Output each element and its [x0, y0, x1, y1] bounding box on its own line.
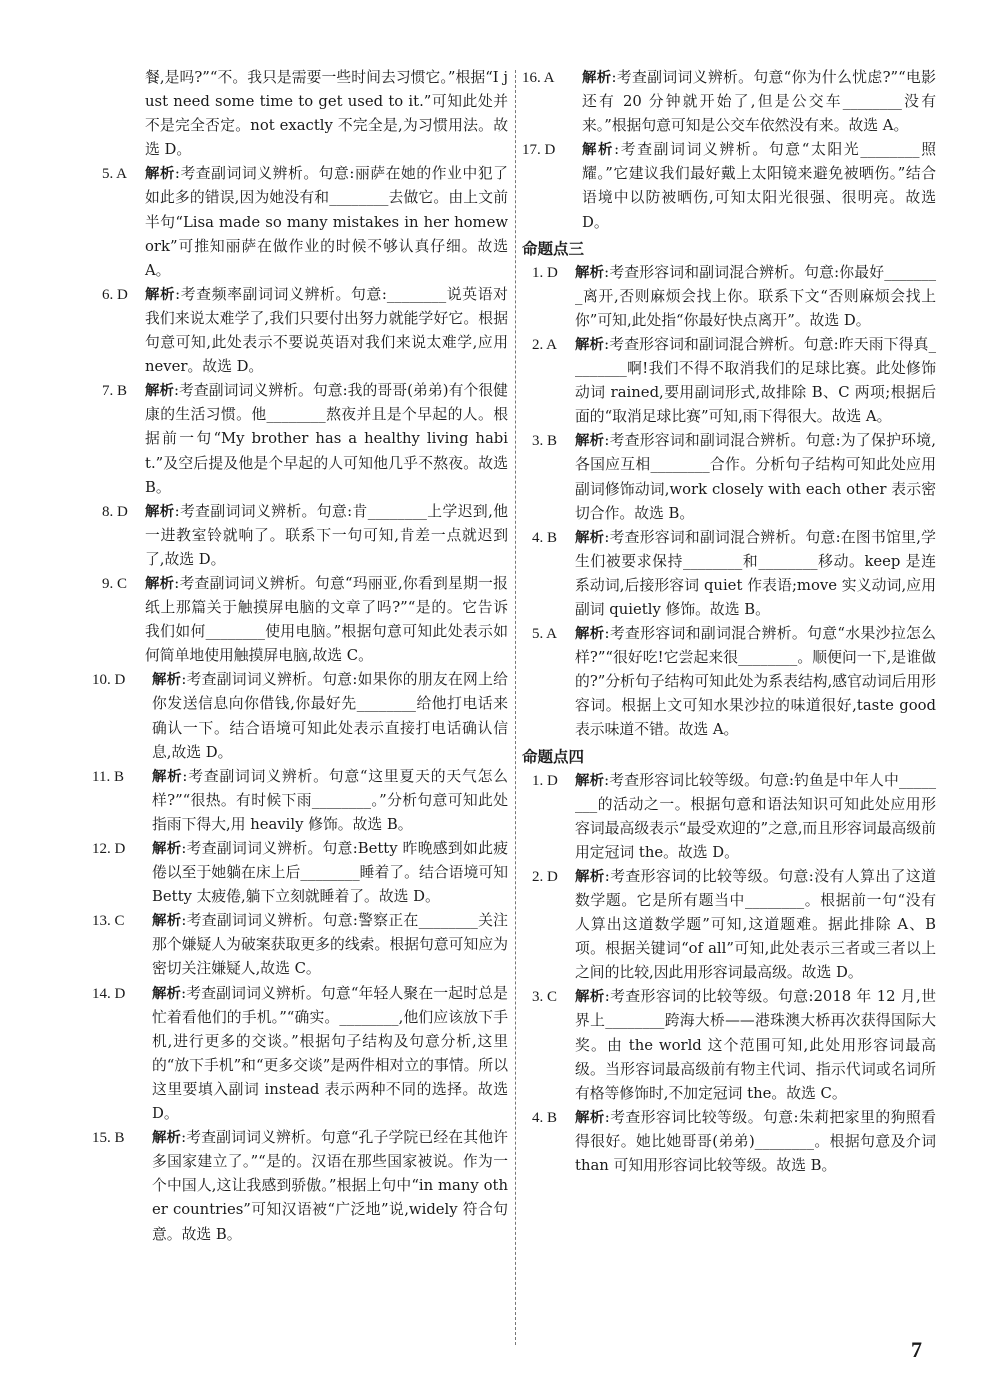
left-column — [92, 66, 508, 1247]
answer-number: 4. B — [532, 529, 558, 546]
answer-explanation: :考查形容词比较等级。句意:朱莉把家里的狗照看得很好。她比她哥哥(弟弟)________。根据句意及介词 than 可知用形容词比较等级。故选 B。 — [575, 1108, 936, 1175]
answer-explanation: :考查形容词和副词混合辨析。句意“水果沙拉怎么样?”“很好吃!它尝起来很________。顺便问一下,是谁做的?”分析句子结构可知此处为系表结构,感官动词后用形容词。根据上文可知水果沙拉的味道很好,taste good 表示味道不错。故选 A。 — [575, 625, 936, 739]
answer-item — [522, 261, 936, 333]
answer-number: 8. D — [102, 503, 128, 520]
answer-explanation: :考查副词词义辨析。句意“太阳光________照耀。”它建议我们最好戴上太阳镜来避免被晒伤。”结合语境中以防被晒伤,可知太阳光很强、很明亮。故选 D。 — [582, 141, 936, 231]
answer-explanation: 餐,是吗?”“不。我只是需要一些时间去习惯它。”根据“I just need some time to get used to it.”可知此处并不是完全否定。not exactly 不完全是,为习惯用法。故选 D。 — [145, 69, 508, 159]
analysis-label: 解析 — [575, 989, 605, 1006]
answer-explanation: :考查形容词和副词混合辨析。句意:在图书馆里,学生们被要求保持________和________移动。keep 是连系动词,后接形容词 quiet 作表语;move 实义动词,应用副词 quietly 修饰。故选 B。 — [575, 528, 936, 618]
answer-explanation: :考查形容词和副词混合辨析。句意:为了保护环境,各国应互相________合作。分析句子结构可知此处应用副词修饰动词,work closely with each other 表示密切合作。故选 B。 — [575, 432, 936, 522]
answer-item — [522, 769, 936, 865]
answer-number: 13. C — [92, 913, 125, 930]
answer-explanation: :考查副词词义辨析。句意“你为什么忧虑?”“电影还有 20 分钟就开始了,但是公交车________没有来。”根据句意可知是公交车依然没有来。故选 A。 — [582, 69, 936, 135]
analysis-label: 解析 — [145, 166, 175, 183]
answer-item — [522, 138, 936, 234]
section-title: 命题点三 — [522, 239, 585, 258]
answer-item — [522, 622, 936, 742]
answer-explanation: :考查副词词义辨析。句意:我的哥哥(弟弟)有个很健康的生活习惯。他________熬夜并且是个早起的人。根据前一句“My brother has a healthy living habit.”及空后提及他是个早起的人可知他几乎不熬夜。故选 B。 — [145, 382, 508, 496]
answer-item — [522, 333, 936, 429]
answer-item — [92, 572, 508, 668]
column-divider — [515, 70, 516, 1345]
right-column — [522, 66, 936, 1178]
answer-explanation: :考查副词词义辨析。句意“玛丽亚,你看到星期一报纸上那篇关于触摸屏电脑的文章了吗?”“是的。它告诉我们如何________使用电脑。”根据句意可知此处表示如何简单地使用触摸屏电脑,故选 C。 — [145, 574, 508, 665]
answer-explanation: :考查副词词义辨析。句意:警察正在________关注那个嫌疑人为破案获取更多的线索。根据句意可知应为密切关注嫌疑人,故选 C。 — [152, 912, 508, 978]
analysis-label: 解析 — [575, 772, 605, 789]
answer-explanation: :考查副词词义辨析。句意:如果你的朋友在网上给你发送信息向你借钱,你最好先________给他打电话来确认一下。结合语境可知此处表示直接打电话确认信息,故选 D。 — [152, 671, 508, 761]
answer-number: 16. A — [522, 70, 555, 86]
answer-number: 2. A — [532, 336, 558, 353]
answer-explanation: :考查形容词的比较等级。句意:没有人算出了这道数学题。它是所有题当中________。根据前一句“没有人算出这道数学题”可知,这道题难。据此排除 A、B 项。根据关键词“of all”可知,此处表示三者或三者以上之间的比较,因此用形容词最高级。故选 D。 — [575, 867, 936, 982]
answer-number: 3. B — [532, 433, 558, 450]
answer-item — [92, 837, 508, 909]
page-number: 7 — [911, 1337, 922, 1362]
analysis-label: 解析 — [575, 868, 605, 885]
answer-number: 15. B — [92, 1130, 125, 1147]
answer-item — [522, 985, 936, 1105]
answer-number: 11. B — [92, 768, 124, 785]
answer-item — [522, 526, 936, 622]
analysis-label: 解析 — [152, 913, 182, 930]
answer-number: 5. A — [102, 166, 128, 183]
analysis-label: 解析 — [152, 1130, 182, 1147]
answer-number: 5. A — [532, 626, 558, 643]
answer-number: 6. D — [102, 286, 128, 303]
analysis-label: 解析 — [152, 672, 182, 689]
analysis-label: 解析 — [152, 985, 182, 1002]
analysis-label: 解析 — [575, 1109, 605, 1126]
answer-item — [92, 909, 508, 981]
answer-explanation: :考查形容词的比较等级。句意:2018 年 12 月,世界上________跨海大桥——港珠澳大桥再次获得国际大奖。由 the world 这个范围可知,此处用形容词最高级。当形容词最高级前有物主代词、指示代词或名词所有格等修饰时,不加定冠词 the。故选 C。 — [575, 988, 936, 1102]
answer-item — [92, 765, 508, 837]
answer-explanation: :考查副词词义辨析。句意“这里夏天的天气怎么样?”“很热。有时候下雨________。”分析句意可知此处指雨下得大,用 heavily 修饰。故选 B。 — [152, 767, 508, 833]
answer-number: 3. C — [532, 989, 558, 1006]
answer-number: 1. D — [532, 264, 558, 281]
answer-explanation: :考查副词词义辨析。句意:肯________上学迟到,他一进教室铃就响了。联系下一句可知,肯差一点就迟到了,故选 D。 — [145, 502, 508, 568]
analysis-label: 解析 — [582, 70, 612, 86]
answer-number: 14. D — [92, 985, 126, 1002]
analysis-label: 解析 — [575, 336, 605, 353]
answer-item — [92, 668, 508, 764]
answer-item — [92, 379, 508, 499]
answer-number: 1. D — [532, 772, 558, 789]
analysis-label: 解析 — [575, 626, 605, 643]
answer-item — [92, 982, 508, 1127]
analysis-label: 解析 — [575, 264, 605, 281]
answer-item — [522, 66, 936, 138]
analysis-label: 解析 — [582, 142, 615, 159]
answer-number: 10. D — [92, 672, 126, 689]
analysis-label: 解析 — [152, 768, 183, 785]
answer-explanation: :考查形容词和副词混合辨析。句意:昨天雨下得真________啊!我们不得不取消我们的足球比赛。此处修饰动词 rained,要用副词形式,故排除 B、C 两项;根据后面的“取消足球比赛”可知,雨下得很大。故选 A。 — [575, 335, 936, 426]
analysis-label: 解析 — [145, 575, 175, 592]
answer-explanation: :考查副词词义辨析。句意“年轻人聚在一起时总是忙着看他们的手机。”“确实。________,他们应该放下手机,进行更多的交谈。”根据句子结构及句意分析,这里的“放下手机”和“更多交谈”是两件相对立的事情。所以这里要填入副词 instead 表示两种不同的选择。故选 D。 — [152, 984, 508, 1123]
answer-number: 2. D — [532, 868, 558, 885]
answer-explanation: :考查副词词义辨析。句意:丽萨在她的作业中犯了如此多的错误,因为她没有和________去做它。由上文前半句“Lisa made so many mistakes in her homework”可推知丽萨在做作业的时候不够认真仔细。故选 A。 — [145, 165, 508, 279]
analysis-label: 解析 — [152, 841, 182, 857]
analysis-label: 解析 — [145, 286, 176, 303]
answer-number: 17. D — [522, 142, 556, 159]
answer-item — [92, 162, 508, 282]
analysis-label: 解析 — [145, 503, 175, 520]
answer-number: 7. B — [102, 383, 128, 400]
answer-explanation: :考查频率副词词义辨析。句意:________说英语对我们来说太难学了,我们只要付出努力就能学好它。根据句意可知,此处表示不要说英语对我们来说太难学,应用 never。故选 D。 — [145, 285, 508, 376]
answer-item — [92, 283, 508, 379]
answer-item — [522, 1106, 936, 1178]
answer-number: 12. D — [92, 841, 126, 857]
answer-item — [92, 66, 508, 162]
analysis-label: 解析 — [575, 433, 605, 450]
answer-number: 9. C — [102, 575, 128, 592]
answer-item — [522, 429, 936, 525]
answer-explanation: :考查形容词比较等级。句意:钓鱼是中年人中________的活动之一。根据句意和语法知识可知此处应用形容词最高级表示“最受欢迎的”之意,而且形容词最高级前用定冠词 the。故选 D。 — [575, 771, 936, 861]
answer-item — [522, 865, 936, 985]
section-title: 命题点四 — [522, 747, 585, 766]
answer-item — [92, 1126, 508, 1246]
answer-explanation: :考查形容词和副词混合辨析。句意:你最好________离开,否则麻烦会找上你。联系下文“否则麻烦会找上你”可知,此处指“你最好快点离开”。故选 D。 — [575, 263, 936, 329]
answer-number: 4. B — [532, 1109, 558, 1126]
answer-explanation: :考查副词词义辨析。句意“孔子学院已经在其他许多国家建立了。”“是的。汉语在那些国家被说。作为一个中国人,这让我感到骄傲。”根据上句中“in many other countries”可知汉语被“广泛地”说,widely 符合句意。故选 B。 — [152, 1129, 508, 1243]
analysis-label: 解析 — [575, 529, 605, 546]
analysis-label: 解析 — [145, 383, 174, 400]
answer-item — [92, 500, 508, 572]
answer-explanation: :考查副词词义辨析。句意:Betty 昨晚感到如此疲倦以至于她躺在床上后________睡着了。结合语境可知 Betty 太疲倦,躺下立刻就睡着了。故选 D。 — [152, 840, 508, 906]
